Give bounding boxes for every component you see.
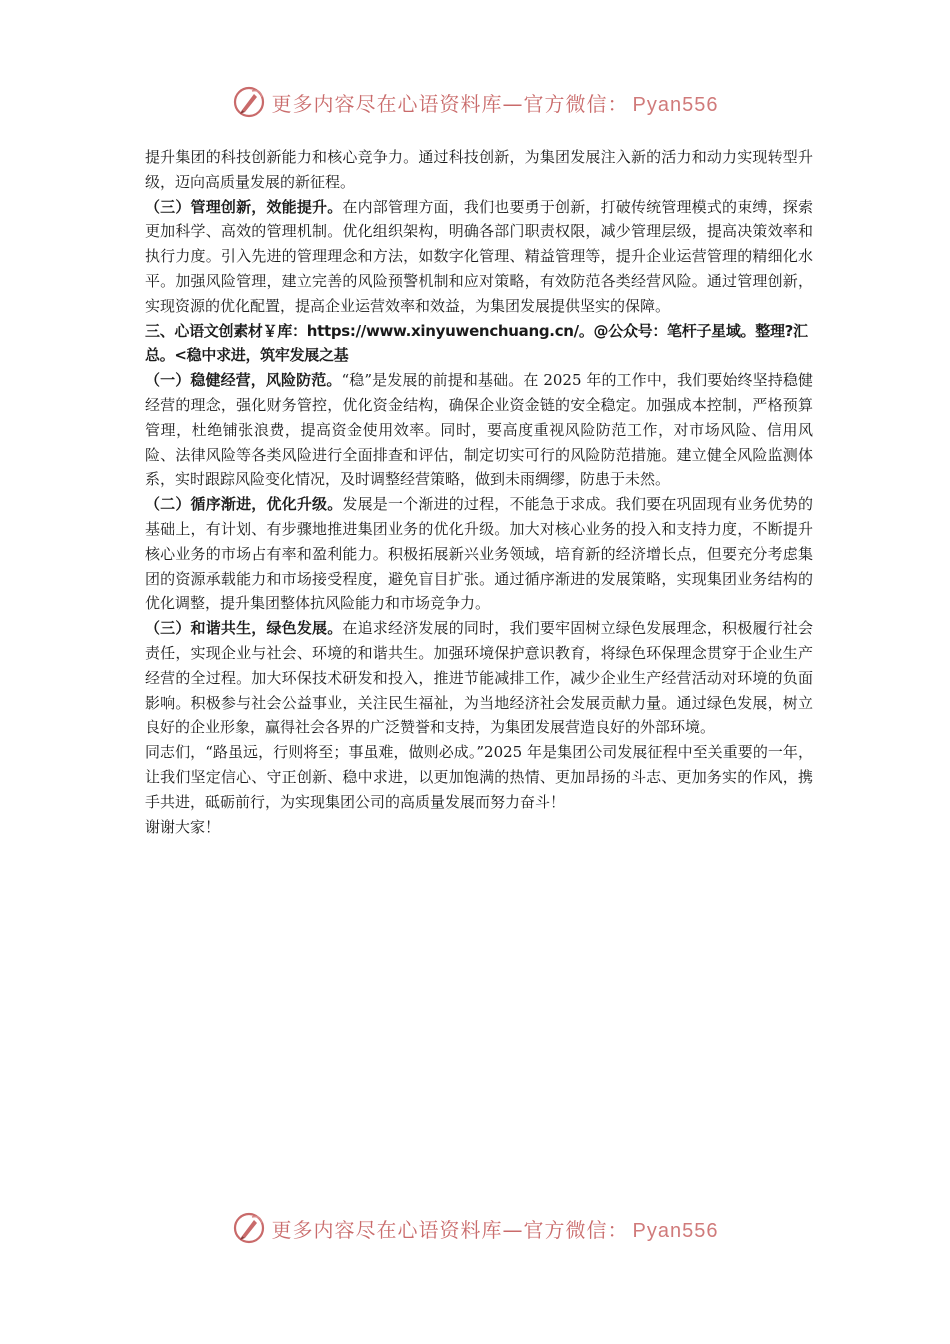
- paragraph: [145, 492, 813, 616]
- header-banner-label: 更多内容尽在心语资料库—官方微信：: [271, 91, 629, 116]
- paragraph-text: “稳”是发展的前提和基础。在 2025 年的工作中，我们要始终坚持稳健经营的理念，强化财务管控，优化资金结构，确保企业资金链的安全稳定。加强成本控制，严格预算管理，杜绝铺张浪费，提高资金使用效率。同时，要高度重视风险防范工作，对市场风险、信用风险、法律风险等各类风险进行全面排查和评估，制定切实可行的风险防范措施。建立健全风险监测体系，实时跟踪风险变化情况，及时调整经营策略，做到未雨绸缪，防患于未然。: [145, 371, 813, 489]
- subsection-lead: （三）和谐共生，绿色发展。: [145, 619, 343, 638]
- subsection-lead: （三）管理创新，效能提升。: [145, 197, 343, 216]
- footer-banner-label: 更多内容尽在心语资料库—官方微信：: [271, 1217, 629, 1242]
- paragraph-text: 在追求经济发展的同时，我们要牢固树立绿色发展理念，积极履行社会责任，实现企业与社会、环境的和谐共生。加强环境保护意识教育，将绿色环保理念贯穿于企业生产经营的全过程。加大环保技术研发和投入，推进节能减排工作，减少企业生产经营活动对环境的负面影响。积极参与社会公益事业，关注民生福祉，为当地经济社会发展贡献力量。通过绿色发展，树立良好的企业形象，赢得社会各界的广泛赞誉和支持，为集团发展营造良好的外部环境。: [145, 619, 813, 737]
- footer-banner-text: [272, 1214, 719, 1243]
- paragraph: 提升集团的科技创新能力和核心竞争力。通过科技创新，为集团发展注入新的活力和动力实现转型升级，迈向高质量发展的新征程。: [145, 148, 813, 191]
- footer-banner: [0, 1208, 950, 1248]
- subsection-lead: （一）稳健经营，风险防范。: [145, 371, 342, 390]
- section-heading: 三、心语文创素材￥库：https://www.xinyuwenchuang.cn/。@公众号：笔杆子星域。整理?汇总。<稳中求进，筑牢发展之基: [145, 321, 808, 365]
- thanks-line: 谢谢大家！: [145, 817, 221, 836]
- header-banner: [0, 82, 950, 122]
- paragraph: [145, 195, 813, 319]
- header-wechat-handle: Pyan556: [632, 93, 719, 116]
- paragraph: [145, 616, 813, 740]
- closing-paragraph: 同志们，“路虽远，行则将至；事虽难，做则必成。”2025 年是集团公司发展征程中至关重要的一年，让我们坚定信心、守正创新、稳中求进，以更加饱满的热情、更加昂扬的斗志、更加务实的作风，携手共进，砥砺前行，为实现集团公司的高质量发展而努力奋斗！: [145, 743, 813, 811]
- paragraph-text: 在内部管理方面，我们也要勇于创新，打破传统管理模式的束缚，探索更加科学、高效的管理机制。优化组织架构，明确各部门职责权限，减少管理层级，提高决策效率和执行力度。引入先进的管理理念和方法，如数字化管理、精益管理等，提升企业运营管理的精细化水平。加强风险管理，建立完善的风险预警机制和应对策略，有效防范各类经营风险。通过管理创新，实现资源的优化配置，提高企业运营效率和效益，为集团发展提供坚实的保障。: [145, 197, 813, 315]
- paragraph: [145, 368, 813, 492]
- subsection-lead: （二）循序渐进，优化升级。: [145, 495, 343, 514]
- pen-logo-icon: [232, 85, 266, 119]
- paragraph-text: 发展是一个渐进的过程，不能急于求成。我们要在巩固现有业务优势的基础上，有计划、有步骤地推进集团业务的优化升级。加大对核心业务的投入和支持力度，不断提升核心业务的市场占有率和盈利能力。积极拓展新兴业务领域，培育新的经济增长点，但要充分考虑集团的资源承载能力和市场接受程度，避免盲目扩张。通过循序渐进的发展策略，实现集团业务结构的优化调整，提升集团整体抗风险能力和市场竞争力。: [145, 495, 813, 613]
- header-banner-text: [272, 88, 719, 117]
- document-body: [145, 145, 813, 839]
- footer-wechat-handle: Pyan556: [632, 1219, 719, 1242]
- pen-logo-icon: [232, 1211, 266, 1245]
